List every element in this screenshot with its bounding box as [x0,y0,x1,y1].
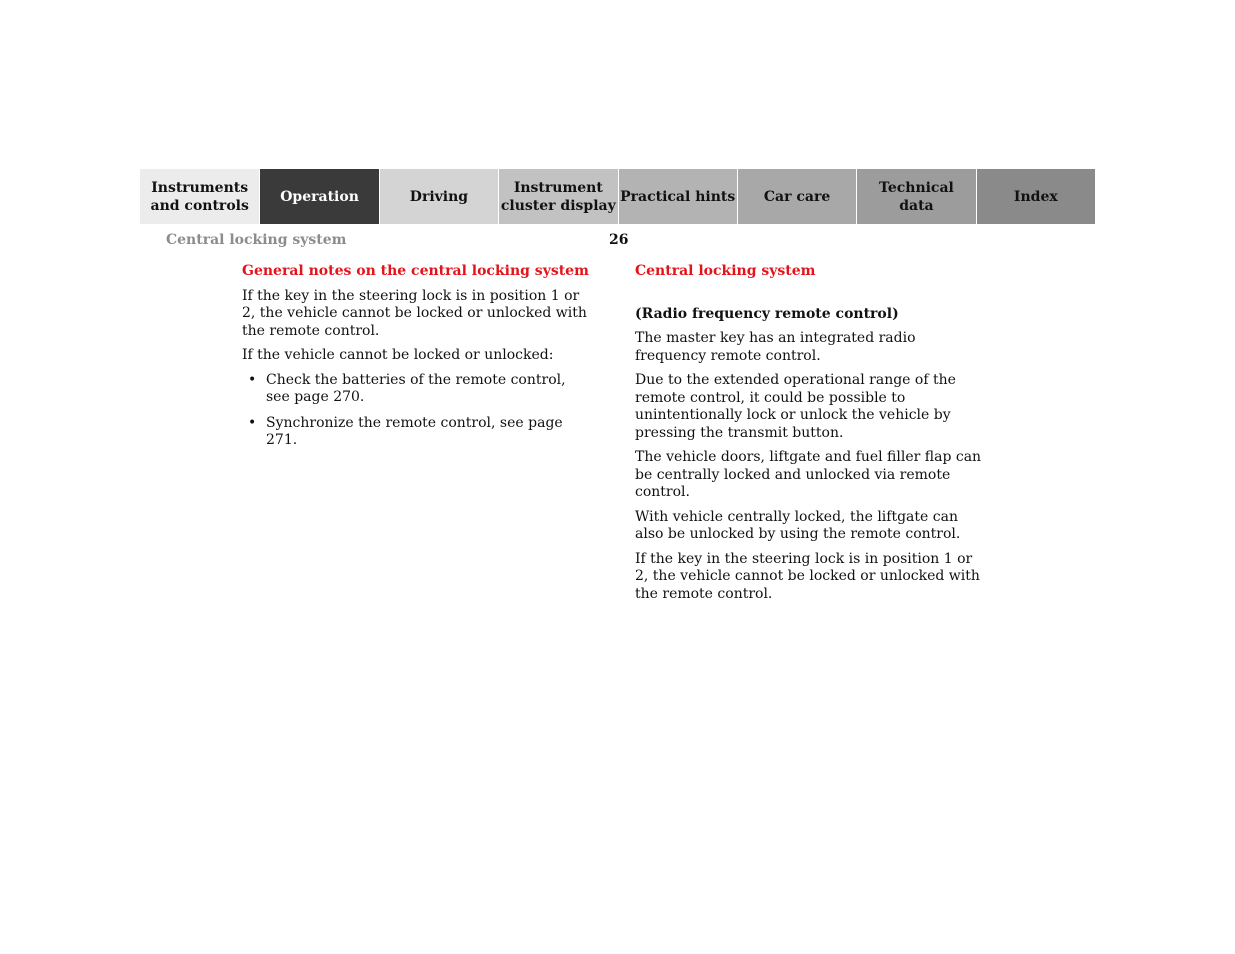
tab-index[interactable]: Index [976,169,1095,224]
section-heading-central-locking: Central locking system [635,263,816,279]
list-item-text: Check the batteries of the remote control, see page 270. [266,371,566,405]
page-number: 26 [609,232,629,248]
tab-practical-hints[interactable]: Practical hints [618,169,737,224]
bullet-list [242,372,592,450]
tab-operation[interactable]: Operation [259,169,378,224]
paragraph: If the key in the steering lock is in position 1 or 2, the vehicle cannot be locked or unlocked with the remote control. [635,550,980,602]
tab-instrument-cluster-display[interactable]: Instrument cluster display [498,169,617,224]
list-item [242,415,592,450]
section-tab-bar [140,169,1095,224]
paragraph: With vehicle centrally locked, the liftgate can also be unlocked by using the remote control. [635,508,961,542]
running-head: Central locking system [166,232,347,248]
tab-instruments-and-controls[interactable]: Instruments and controls [140,169,259,224]
paragraph: The vehicle doors, liftgate and fuel filler flap can be centrally locked and unlocked via remote control. [635,449,982,500]
bullet-icon: • [248,371,257,388]
left-column [242,263,592,458]
paragraph: If the vehicle cannot be locked or unlocked: [242,347,554,363]
section-heading-general-notes: General notes on the central locking system [242,263,589,279]
paragraph: Due to the extended operational range of the remote control, it could be possible to unintentionally lock or unlock the vehicle by pressing the transmit button. [635,372,956,441]
bullet-icon: • [248,414,257,431]
right-column [635,263,985,610]
tab-car-care[interactable]: Car care [737,169,856,224]
spacer [635,288,985,306]
subheading-radio-remote: (Radio frequency remote control) [635,305,899,322]
list-item-text: Synchronize the remote control, see page 271. [266,414,563,448]
tab-technical-data[interactable]: Technical data [856,169,975,224]
paragraph: If the key in the steering lock is in position 1 or 2, the vehicle cannot be locked or unlocked with the remote control. [242,287,587,339]
list-item [242,372,592,407]
paragraph: The master key has an integrated radio frequency remote control. [635,330,916,364]
tab-driving[interactable]: Driving [379,169,498,224]
